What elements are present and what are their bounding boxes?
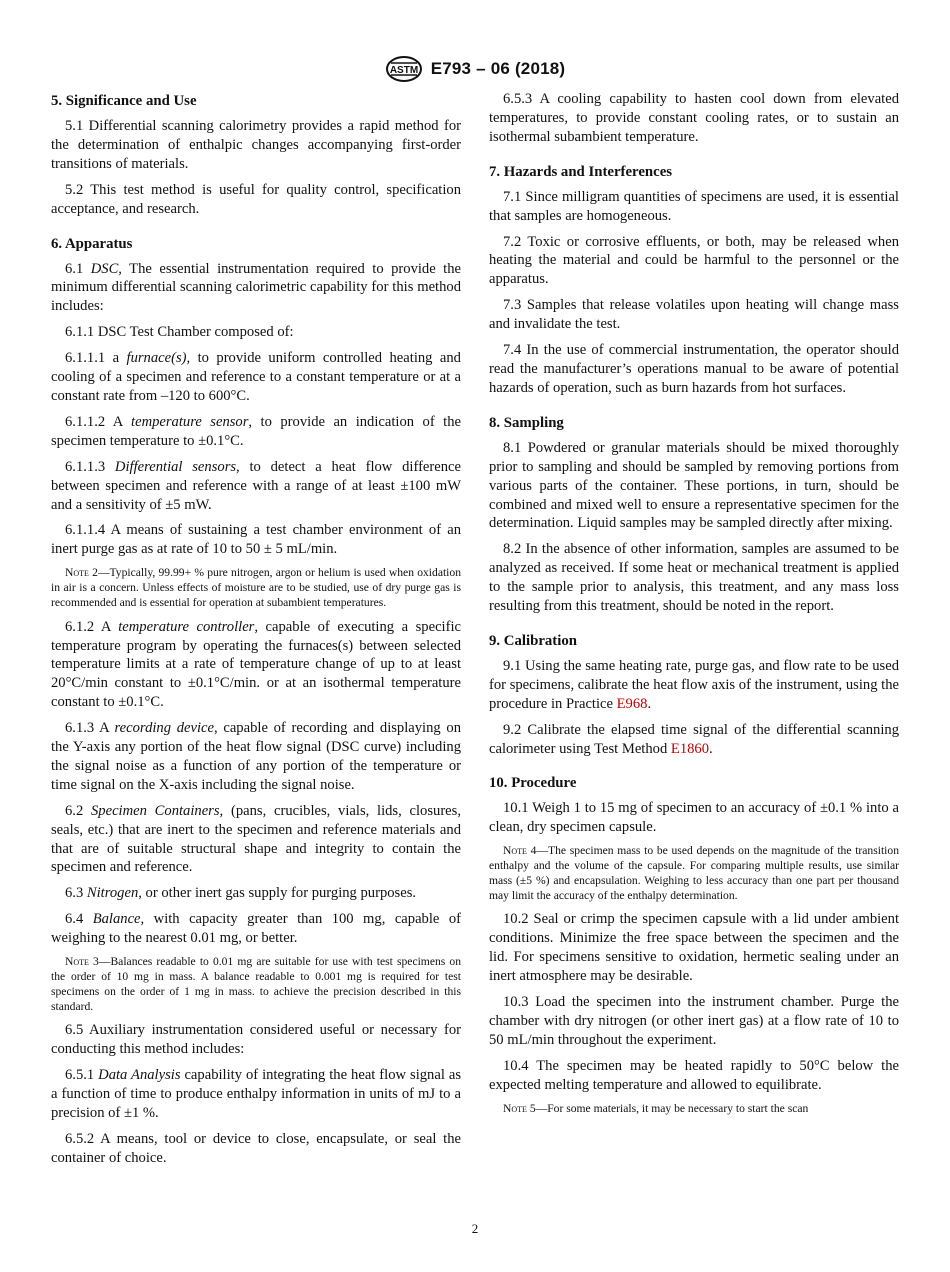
paragraph-6-1-1-1: 6.1.1.1 a furnace(s), to provide uniform controlled heating and cooling of a specimen and reference to a constant temperature or at a constant rate from –120 to 600°C.	[51, 350, 461, 404]
section-5-heading: 5. Significance and Use	[51, 93, 197, 109]
paragraph-9-1: 9.1 Using the same heating rate, purge gas, and flow rate to be used for specimens, calibrate the heat flow axis of the instrument, using the procedure in Practice E968.	[489, 657, 899, 712]
document-designation: E793 – 06 (2018)	[430, 59, 566, 78]
note-5: Note 5—For some materials, it may be necessary to start the scan	[503, 1101, 809, 1115]
paragraph-6-1-1-4: 6.1.1.4 A means of sustaining a test chamber environment of an inert purge gas as at rate of 10 to 50 ± 5 mL/min.	[51, 522, 461, 558]
paragraph-5-2: 5.2 This test method is useful for quality control, specification acceptance, and research.	[51, 181, 461, 217]
paragraph-6-5: 6.5 Auxiliary instrumentation considered useful or necessary for conducting this method includes:	[51, 1022, 461, 1058]
paragraph-7-2: 7.2 Toxic or corrosive effluents, or both, may be released when heating the material and could be harmful to the personnel or the apparatus.	[489, 233, 899, 288]
paragraph-6-1-3: 6.1.3 A recording device, capable of recording and displaying on the Y-axis any portion of the heat flow signal (DSC curve) including the signal noise as a function of any portion of the temperature or time signal on the X-axis including the signal noise.	[51, 720, 462, 793]
paragraph-7-3: 7.3 Samples that release volatiles upon heating will change mass and invalidate the test.	[489, 297, 899, 333]
svg-text:ASTM: ASTM	[389, 65, 418, 76]
paragraph-6-4: 6.4 Balance, with capacity greater than 100 mg, capable of weighing to the nearest 0.01 mg, or better.	[51, 911, 462, 947]
paragraph-8-1: 8.1 Powdered or granular materials should be mixed thoroughly prior to sampling and should be sampled by removing portions from various parts of the container. These portions, in turn, should be combined and mixed well to ensure a representative specimen for the determination. Liquid samples may be sampled directly after mixing.	[489, 439, 899, 532]
section-8-heading: 8. Sampling	[489, 414, 564, 431]
paragraph-5-1: 5.1 Differential scanning calorimetry provides a rapid method for the determination of enthalpic changes accompanying first-order transitions of materials.	[51, 118, 461, 172]
paragraph-6-2: 6.2 Specimen Containers, (pans, crucibles, vials, lids, closures, seals, etc.) that are inert to the specimen and reference materials and that are of suitable structural shape and integrity to contain the specimen and reference.	[51, 802, 461, 876]
paragraph-6-5-1: 6.5.1 Data Analysis capability of integrating the heat flow signal as a function of time to produce enthalpy information in units of mJ to a precision of ±1 %.	[51, 1067, 461, 1121]
section-6-heading: 6. Apparatus	[51, 235, 133, 252]
paragraph-9-2: 9.2 Calibrate the elapsed time signal of the differential scanning calorimeter using Test Method E1860.	[489, 721, 899, 757]
paragraph-6-3: 6.3 Nitrogen, or other inert gas supply for purging purposes.	[65, 885, 417, 902]
astm-logo-icon	[385, 56, 423, 82]
page-header	[0, 56, 950, 82]
paragraph-6-1: 6.1 DSC, The essential instrumentation required to provide the minimum differential scanning calorimetric capability for this method includes:	[51, 260, 462, 315]
paragraph-10-4: 10.4 The specimen may be heated rapidly to 50°C below the expected melting temperature and allowed to equilibrate.	[489, 1057, 899, 1093]
left-column	[51, 90, 461, 1175]
paragraph-10-3: 10.3 Load the specimen into the instrument chamber. Purge the chamber with dry nitrogen (or other inert gas) at a flow rate of 10 to 50 mL/min throughout the experiment.	[489, 994, 899, 1048]
paragraph-6-1-1-2: 6.1.1.2 A temperature sensor, to provide an indication of the specimen temperature to ±0.1°C.	[51, 413, 462, 449]
reference-link-e1860[interactable]: E1860	[670, 740, 710, 757]
section-10-heading: 10. Procedure	[489, 775, 577, 792]
paragraph-8-2: 8.2 In the absence of other information, samples are assumed to be analyzed as received. If some heat or mechanical treatment is applied to the sample prior to analysis, this treatment, and any mass loss resulting from this treatment, should be noted in the report.	[489, 541, 899, 615]
section-7-heading: 7. Hazards and Interferences	[489, 163, 673, 180]
reference-link-e968[interactable]: E968	[616, 695, 648, 712]
section-9-heading: 9. Calibration	[489, 632, 577, 649]
note-4: Note 4—The specimen mass to be used depends on the magnitude of the transition enthalpy and the volume of the capsule. For comparing multiple results, use similar mass (±5 %) and encapsulation. Weighing to less accuracy than one part per thousand may limit the accuracy of the enthalpy determination.	[489, 844, 900, 902]
paragraph-6-1-1-3: 6.1.1.3 Differential sensors, to detect a heat flow difference between specimen and reference with a range of at least ±100 mW and a sensitivity of ±5 mW.	[51, 458, 461, 513]
page-number: 2	[471, 1221, 479, 1236]
paragraph-10-1: 10.1 Weigh 1 to 15 mg of specimen to an accuracy of ±0.1 % into a clean, dry specimen capsule.	[489, 800, 899, 836]
paragraph-7-1: 7.1 Since milligram quantities of specimens are used, it is essential that samples are homogeneous.	[489, 188, 899, 224]
paragraph-7-4: 7.4 In the use of commercial instrumentation, the operator should read the manufacturer’s operations manual to be aware of potential hazards of operation, such as burn hazards from hot surfaces.	[489, 342, 899, 396]
paragraph-6-5-3: 6.5.3 A cooling capability to hasten cool down from elevated temperatures, to provide constant cooling rates, or to sustain an isothermal subambient temperature.	[489, 91, 899, 145]
paragraph-6-1-1: 6.1.1 DSC Test Chamber composed of:	[65, 324, 294, 341]
right-column	[489, 90, 899, 1123]
paragraph-10-2: 10.2 Seal or crimp the specimen capsule with a lid under ambient conditions. Minimize the free space between the specimen and the lid. For specimens sensitive to oxidation, hermetic sealing under an inert atmosphere may be desirable.	[489, 911, 899, 985]
note-3: Note 3—Balances readable to 0.01 mg are suitable for use with test specimens on the order of 10 mg in mass. A balance readable to 0.001 mg is required for test specimens on the order of 1 mg in mass. to achieve the precision described in this standard.	[51, 955, 462, 1013]
paragraph-6-1-2: 6.1.2 A temperature controller, capable of executing a specific temperature program by operating the furnaces(s) between selected temperature limits at a rate of temperature change of up to at least 20°C/min constant to ±0.1°C/min. or at an isothermal temperature constant to ±0.1°C.	[51, 618, 461, 711]
note-2: Note 2—Typically, 99.99+ % pure nitrogen, argon or helium is used when oxidation in air is a concern. Unless effects of moisture are to be studied, use of dry purge gas is recommended and is essential for operation at subambient temperatures.	[51, 566, 461, 609]
paragraph-6-5-2: 6.5.2 A means, tool or device to close, encapsulate, or seal the container of choice.	[51, 1130, 461, 1166]
